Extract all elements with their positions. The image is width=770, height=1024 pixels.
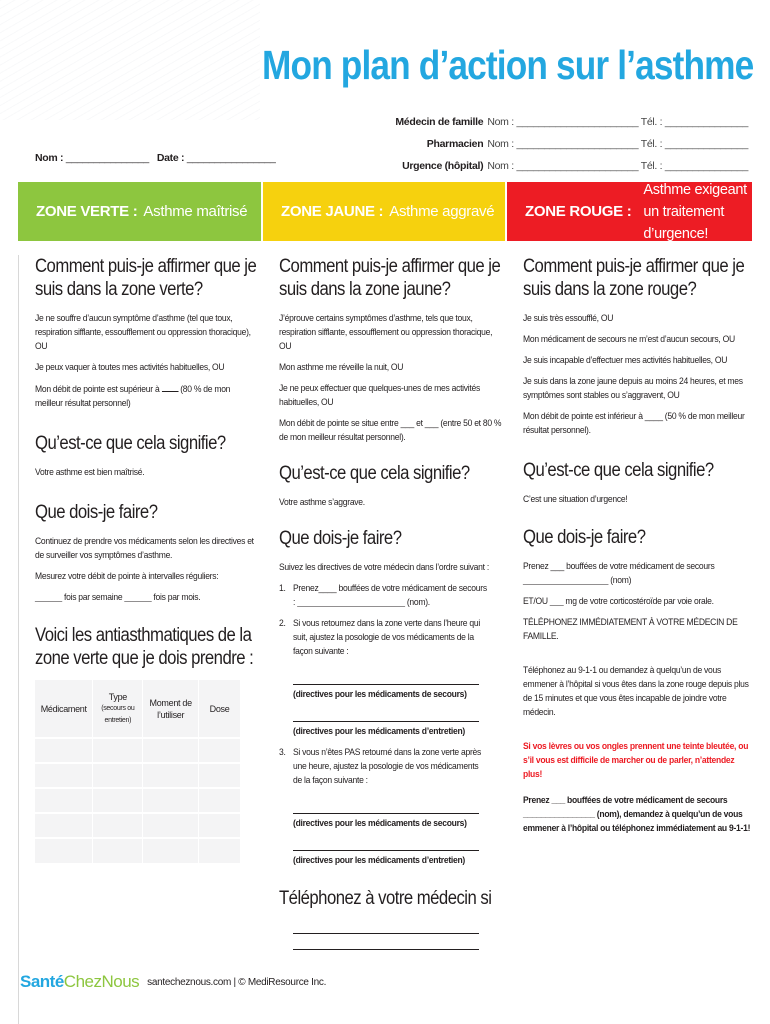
call-doctor-field[interactable]: [293, 920, 479, 934]
table-cell[interactable]: [35, 838, 93, 863]
table-cell[interactable]: [199, 788, 241, 813]
logo-part-2: ChezNous: [63, 972, 140, 991]
red-text-6: C’est une situation d’urgence!: [523, 494, 628, 504]
table-cell[interactable]: [143, 738, 199, 763]
table-cell[interactable]: [199, 838, 241, 863]
type-sublabel: (secours ou entretien): [101, 704, 135, 724]
zone-green-header: [18, 182, 261, 241]
zone-value: Asthme exigeant un traitement d’urgence!: [643, 181, 747, 242]
list-number: 1.: [279, 583, 286, 593]
table-cell[interactable]: [199, 763, 241, 788]
red-text-2: Mon médicament de secours ne m’est d’aucun secours, OU: [523, 334, 735, 344]
green-heading-1: Comment puis-je affirmer que je suis dans la zone verte?: [35, 256, 257, 300]
red-column: [507, 255, 752, 842]
yellow-step-2: Si vous retournez dans la zone verte dans l’heure qui suit, ajustez la posologie de vos médicaments de la façon suivante :: [293, 618, 480, 656]
list-item: [279, 745, 505, 794]
patient-info: [35, 152, 275, 164]
table-cell[interactable]: [93, 763, 143, 788]
table-cell[interactable]: [35, 813, 93, 838]
list-number: 2.: [279, 618, 286, 628]
zone-key: ZONE VERTE :: [36, 203, 138, 220]
red-text-10: Téléphonez au 9-1-1 ou demandez à quelqu’un de vous emmener à l’hôpital si vous êtes dans la zone rouge depuis plus de 15 minutes et que vous êtes incapable de joindre votre médecin.: [523, 665, 749, 717]
col-header-moment: Moment de l’utiliser: [143, 680, 199, 738]
red-text-9: TÉLÉPHONEZ IMMÉDIATEMENT À VOTRE MÉDECIN DE FAMILLE.: [523, 617, 738, 641]
table-cell[interactable]: [143, 813, 199, 838]
green-text-7[interactable]: ______ fois par semaine ______ fois par mois.: [35, 592, 201, 602]
list-item: [279, 616, 505, 665]
yellow-text-2: Mon asthme me réveille la nuit, OU: [279, 362, 404, 372]
zone-key: ZONE ROUGE :: [525, 203, 632, 220]
contacts-block: [395, 111, 748, 177]
table-cell[interactable]: [143, 838, 199, 863]
yellow-heading-2: Qu’est-ce que cela signifie?: [279, 463, 470, 484]
yellow-step-3: Si vous n’êtes PAS retourné dans la zone verte après une heure, ajustez la posologie de vos médicaments de la façon suivante :: [293, 747, 482, 785]
yellow-text-5: Votre asthme s’aggrave.: [279, 497, 365, 507]
green-text-5: Continuez de prendre vos médicaments selon les directives et de surveiller vos symptômes d’asthme.: [35, 536, 254, 560]
contact-fields[interactable]: Nom : ______________________ Tél. : _______________: [487, 116, 748, 128]
contact-label: Pharmacien: [426, 138, 484, 150]
zone-key: ZONE JAUNE :: [281, 203, 384, 220]
table-cell[interactable]: [93, 738, 143, 763]
footer-text[interactable]: santecheznous.com | © MediResource Inc.: [147, 976, 327, 988]
table-cell[interactable]: [35, 788, 93, 813]
logo-part-1: Santé: [20, 972, 64, 991]
red-text-4: Je suis dans la zone jaune depuis au moins 24 heures, et mes symptômes sont stables ou s’aggravent, OU: [523, 376, 743, 400]
rescue-caption: (directives pour les médicaments de secours): [293, 818, 467, 828]
zone-red-header: [507, 182, 752, 241]
peak-flow-field[interactable]: [162, 381, 179, 392]
contact-pharmacist: [395, 133, 748, 155]
table-cell[interactable]: [93, 788, 143, 813]
yellow-text-3: Je ne peux effectuer que quelques-unes de mes activités habituelles, OU: [279, 383, 481, 407]
red-text-7[interactable]: Prenez ___ bouffées de votre médicament de secours ___________________ (nom): [523, 561, 715, 585]
maintenance-caption: (directives pour les médicaments d’entretien): [293, 855, 466, 865]
green-column: [18, 255, 261, 1024]
col-header-medication: Médicament: [35, 680, 93, 738]
red-warning: Si vos lèvres ou vos ongles prennent une teinte bleutée, ou s’il vous est difficile de marcher ou de parler, n’attendez plus!: [523, 741, 749, 779]
yellow-step-1[interactable]: Prenez____ bouffées de votre médicament de secours : ________________________ (nom).: [293, 583, 487, 607]
header-decoration: [0, 0, 260, 120]
contact-family-doctor: [395, 111, 748, 133]
page-title: Mon plan d’action sur l’asthme: [262, 42, 754, 88]
contact-label: Urgence (hôpital): [402, 160, 484, 172]
yellow-heading-1: Comment puis-je affirmer que je suis dans la zone jaune?: [279, 256, 501, 300]
table-row: [35, 838, 241, 863]
contact-emergency: [395, 155, 748, 177]
green-heading-4: Voici les antiasthmatiques de la zone verte que je dois prendre :: [35, 625, 254, 669]
rescue-field[interactable]: [293, 671, 479, 685]
maintenance-field[interactable]: [293, 837, 479, 851]
rescue-field[interactable]: [293, 800, 479, 814]
maintenance-field[interactable]: [293, 708, 479, 722]
green-text-3: [35, 381, 260, 410]
medication-table: [35, 680, 241, 863]
yellow-text-1: J’éprouve certains symptômes d’asthme, tels que toux, respiration sifflante, essoufflement ou oppression thoracique, OU: [279, 313, 493, 351]
green-text-1: Je ne souffre d’aucun symptôme d’asthme (tel que toux, respiration sifflante, essoufflement ou oppression thoracique), OU: [35, 313, 251, 351]
contact-label: Médecin de famille: [395, 116, 484, 128]
date-field[interactable]: ________________: [186, 152, 276, 164]
zone-value: Asthme aggravé: [389, 203, 495, 220]
red-final-instruction[interactable]: Prenez ___ bouffées de votre médicament de secours ________________ (nom), demandez à quelqu’un de vous emmener à l’hôpital ou téléphonez immédiatement au 9-1-1!: [523, 795, 751, 833]
table-row: [35, 738, 241, 763]
brand-logo: [20, 972, 139, 992]
table-cell[interactable]: [143, 763, 199, 788]
table-cell[interactable]: [35, 763, 93, 788]
yellow-column: [263, 255, 505, 952]
table-cell[interactable]: [35, 738, 93, 763]
green-text-3a: Mon débit de pointe est supérieur à: [35, 384, 160, 394]
type-label: Type: [108, 691, 127, 702]
table-header-row: [35, 680, 241, 738]
table-cell[interactable]: [199, 813, 241, 838]
green-text-2: Je peux vaquer à toutes mes activités habituelles, OU: [35, 362, 225, 372]
zone-value: Asthme maîtrisé: [143, 203, 248, 220]
zone-yellow-header: [263, 182, 505, 241]
col-header-type: [93, 680, 143, 738]
contact-fields[interactable]: Nom : ______________________ Tél. : _______________: [487, 138, 748, 150]
red-heading-2: Qu’est-ce que cela signifie?: [523, 460, 714, 481]
footer: [20, 972, 326, 992]
red-heading-1: Comment puis-je affirmer que je suis dans la zone rouge?: [523, 256, 745, 300]
red-text-8[interactable]: ET/OU ___ mg de votre corticostéroïde par voie orale.: [523, 596, 714, 606]
red-text-5[interactable]: Mon débit de pointe est inférieur à ____ (50 % de mon meilleur résultat personnel).: [523, 411, 745, 435]
green-text-3b: (80 % de mon meilleur résultat personnel): [35, 384, 231, 408]
date-label: Date :: [156, 152, 185, 164]
table-cell[interactable]: [93, 838, 143, 863]
green-heading-3: Que dois-je faire?: [35, 502, 158, 523]
table-cell[interactable]: [93, 813, 143, 838]
list-item: [279, 581, 505, 616]
yellow-heading-4: Téléphonez à votre médecin si: [279, 888, 492, 909]
red-heading-3: Que dois-je faire?: [523, 527, 646, 548]
yellow-heading-3: Que dois-je faire?: [279, 528, 402, 549]
contact-fields[interactable]: Nom : ______________________ Tél. : _______________: [487, 160, 748, 172]
table-cell[interactable]: [199, 738, 241, 763]
red-text-1: Je suis très essoufflé, OU: [523, 313, 614, 323]
name-label: Nom :: [35, 152, 64, 164]
col-header-dose: Dose: [199, 680, 241, 738]
table-row: [35, 763, 241, 788]
green-text-4: Votre asthme est bien maîtrisé.: [35, 467, 145, 477]
rescue-caption: (directives pour les médicaments de secours): [293, 689, 467, 699]
call-doctor-field[interactable]: [293, 936, 479, 950]
table-row: [35, 788, 241, 813]
red-text-3: Je suis incapable d’effectuer mes activités habituelles, OU: [523, 355, 728, 365]
list-number: 3.: [279, 747, 286, 757]
table-cell[interactable]: [143, 788, 199, 813]
yellow-text-6: Suivez les directives de votre médecin dans l’ordre suivant :: [279, 562, 489, 572]
maintenance-caption: (directives pour les médicaments d’entretien): [293, 726, 466, 736]
name-field[interactable]: _______________: [65, 152, 149, 164]
green-heading-2: Qu’est-ce que cela signifie?: [35, 433, 226, 454]
table-row: [35, 813, 241, 838]
green-text-6: Mesurez votre débit de pointe à intervalles réguliers:: [35, 571, 219, 581]
yellow-text-4[interactable]: Mon débit de pointe se situe entre ___ et ___ (entre 50 et 80 % de mon meilleur résultat personnel).: [279, 418, 502, 442]
